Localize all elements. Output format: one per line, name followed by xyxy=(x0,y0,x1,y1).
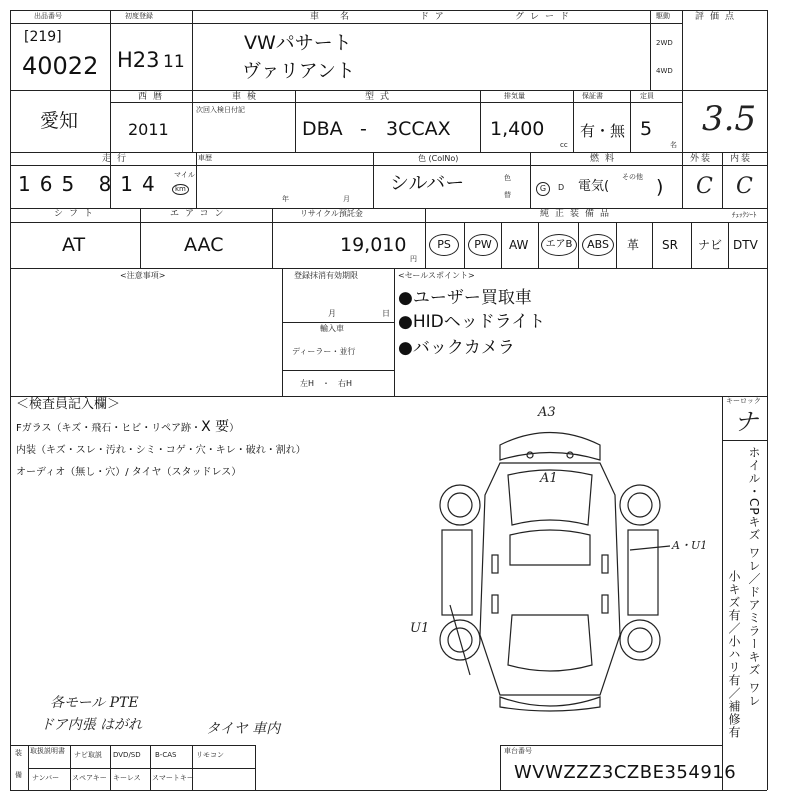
key-mark: ナ xyxy=(734,408,758,436)
grid-keyless: キーレス xyxy=(113,774,141,782)
grid-remote: リモコン xyxy=(196,751,224,759)
displacement-label: 排気量 xyxy=(504,92,525,100)
glass-close: ） xyxy=(229,423,240,434)
sales-point-3: ●バックカメラ xyxy=(398,338,515,358)
glass-text: Fガラス（キズ・飛石・ヒビ・リペア跡・ xyxy=(16,423,202,434)
chassis-label: 車台番号 xyxy=(504,747,532,755)
grid-smart-key: スマートキー xyxy=(152,774,194,782)
equip-dtv: DTV xyxy=(733,238,758,252)
reg-expiry-label: 登録抹消有効期限 xyxy=(294,271,358,280)
capacity-unit: 名 xyxy=(670,141,677,149)
km-digit: 6 xyxy=(39,172,62,196)
recycle-value: 19,010 xyxy=(340,234,407,256)
vertical-note-1: ホイル・CPキズ ワレ／ドアミラーキズ ワレ xyxy=(747,446,761,708)
sales-point-label: <セールスポイント> xyxy=(398,271,475,280)
interior-line: 内装（キズ・スレ・汚れ・シミ・コゲ・穴・キレ・破れ・割れ） xyxy=(16,445,306,456)
equipment-sub-label: ﾁｪｯｸｼｰﾄ xyxy=(732,211,757,219)
mark-a-u1: A・U1 xyxy=(672,539,708,552)
km-digit: 5 xyxy=(61,172,84,196)
grid-dvd: DVD/SD xyxy=(113,751,141,759)
fuel-electric: 電気( xyxy=(578,179,610,194)
aircon-value: AAC xyxy=(184,234,224,256)
car-name-line2: ヴァリアント xyxy=(242,60,356,82)
equip-navi: ナビ xyxy=(698,238,723,252)
car-name-line1: VWパサート xyxy=(244,32,352,54)
drive-2wd: 2WD xyxy=(656,39,673,47)
door-label: ドア xyxy=(420,12,450,22)
mark-a1: A1 xyxy=(540,471,558,486)
km-digit: 1 xyxy=(120,172,143,196)
vertical-note-2: 小キズ有／小ハリ有／補修有 xyxy=(727,570,741,739)
km-digit: 1 xyxy=(18,172,40,196)
capacity-label: 定員 xyxy=(640,92,654,100)
model-code: 3CCAX xyxy=(386,118,451,140)
handwritten-note-2: ドア内張 はがれ xyxy=(40,717,143,733)
mileage-label: 走行 xyxy=(102,154,133,164)
recycle-unit: 円 xyxy=(410,255,417,263)
grade-label: グレード xyxy=(515,12,576,22)
equip-airbag: エアB xyxy=(541,234,577,256)
km-unit: km xyxy=(172,184,189,195)
interior-label: 内装 xyxy=(730,154,753,164)
car-diagram xyxy=(430,415,670,715)
inspector-label: ＜検査員記入欄＞ xyxy=(16,397,121,412)
fuel-label: 燃料 xyxy=(590,154,621,164)
grid-navi: ナビ取説 xyxy=(74,751,102,759)
exterior-grade: C xyxy=(696,174,713,199)
color-change-1: 色 xyxy=(504,174,511,182)
equip-sr: SR xyxy=(662,238,678,252)
notes-label: <注意事項> xyxy=(120,271,166,280)
manual-label: 取扱説明書 xyxy=(30,747,65,755)
first-reg-era: H23 xyxy=(117,48,160,72)
score-value: 3.5 xyxy=(702,99,757,139)
audio-line: オーディオ（無し・穴）/ タイヤ（スタッドレス） xyxy=(16,467,242,478)
equip-grid-label-1: 装 xyxy=(15,749,22,757)
key-lock-label: キーロック xyxy=(726,397,761,405)
drive-label: 駆動 xyxy=(656,12,670,20)
handwritten-note-1: 各モール PTE xyxy=(50,695,139,711)
miles-unit: マイル xyxy=(174,171,195,179)
equip-ps: PS xyxy=(429,234,459,256)
capacity-value: 5 xyxy=(640,118,653,140)
fuel-other: その他 xyxy=(622,173,643,181)
shift-value: AT xyxy=(62,234,86,256)
glass-x: X 要 xyxy=(201,419,230,435)
recycle-label: リサイクル預託金 xyxy=(300,209,363,218)
first-reg-month: 11 xyxy=(163,52,185,72)
model-dash: - xyxy=(360,118,367,140)
handwritten-note-3: タイヤ 車内 xyxy=(206,721,281,737)
warranty-label: 保証書 xyxy=(582,92,603,100)
drive-4wd: 4WD xyxy=(656,67,673,75)
history-month: 月 xyxy=(343,195,350,203)
exterior-label: 外装 xyxy=(690,154,713,164)
inspection-label: 車検 xyxy=(232,92,263,102)
lot-label: 出品番号 xyxy=(34,12,62,20)
interior-grade: C xyxy=(736,174,753,199)
history-year: 年 xyxy=(282,195,289,203)
color-change-2: 替 xyxy=(504,191,511,199)
grid-bcas: B-CAS xyxy=(155,751,177,759)
region-value: 愛知 xyxy=(40,110,79,132)
equip-abs: ABS xyxy=(582,234,614,256)
aircon-label: エアコン xyxy=(170,209,230,219)
equip-aw: AW xyxy=(509,238,529,252)
glass-line xyxy=(16,420,239,434)
km-digit: 8 xyxy=(98,172,121,196)
fuel-close: ) xyxy=(656,176,664,198)
dealer-label: ディーラー・並行 xyxy=(292,347,356,356)
color-label: 色 (ColNo) xyxy=(418,154,459,163)
handle-label: 左H ・ 右H xyxy=(300,379,353,388)
displacement-unit: cc xyxy=(560,141,568,149)
shift-label: シフト xyxy=(54,209,100,219)
inspection-sheet xyxy=(10,10,767,790)
model-prefix: DBA xyxy=(302,118,343,140)
sales-point-1: ●ユーザー買取車 xyxy=(398,288,532,308)
grid-spare-key: スペアキー xyxy=(72,774,107,782)
equip-leather: 革 xyxy=(627,238,640,252)
equip-grid-label-2: 備 xyxy=(15,771,22,779)
year-label: 西暦 xyxy=(138,92,169,102)
sales-point-2: ●HIDヘッドライト xyxy=(398,312,546,332)
lot-prefix: [219] xyxy=(24,29,62,45)
chassis-number: WVWZZZ3CZBE354916 xyxy=(514,762,737,783)
day-label: 日 xyxy=(382,309,390,318)
inspection-note: 次回入検日付記 xyxy=(196,106,245,114)
equipment-label: 純正装備品 xyxy=(540,209,616,219)
fuel-d: D xyxy=(558,183,565,192)
grid-plate: ナンバー xyxy=(32,774,60,782)
equip-pw: PW xyxy=(468,234,498,256)
year-value: 2011 xyxy=(128,120,169,139)
first-reg-label: 初度登録 xyxy=(125,12,153,20)
month-label: 月 xyxy=(328,309,336,318)
mileage-value xyxy=(18,174,164,194)
warranty-value: 有・無 xyxy=(580,122,626,140)
mark-u1: U1 xyxy=(410,621,430,636)
import-label: 輸入車 xyxy=(320,324,344,333)
type-label: 型式 xyxy=(365,92,396,102)
score-label: 評価点 xyxy=(695,12,741,22)
model-label: 車 名 xyxy=(310,12,356,22)
color-value: シルバー xyxy=(390,172,465,194)
displacement-value: 1,400 xyxy=(490,118,545,140)
history-label: 車歴 xyxy=(198,154,212,162)
lot-number: 40022 xyxy=(22,52,99,80)
km-digit: 4 xyxy=(142,172,164,196)
fuel-g: G xyxy=(536,182,550,196)
mark-a3: A3 xyxy=(538,405,556,420)
